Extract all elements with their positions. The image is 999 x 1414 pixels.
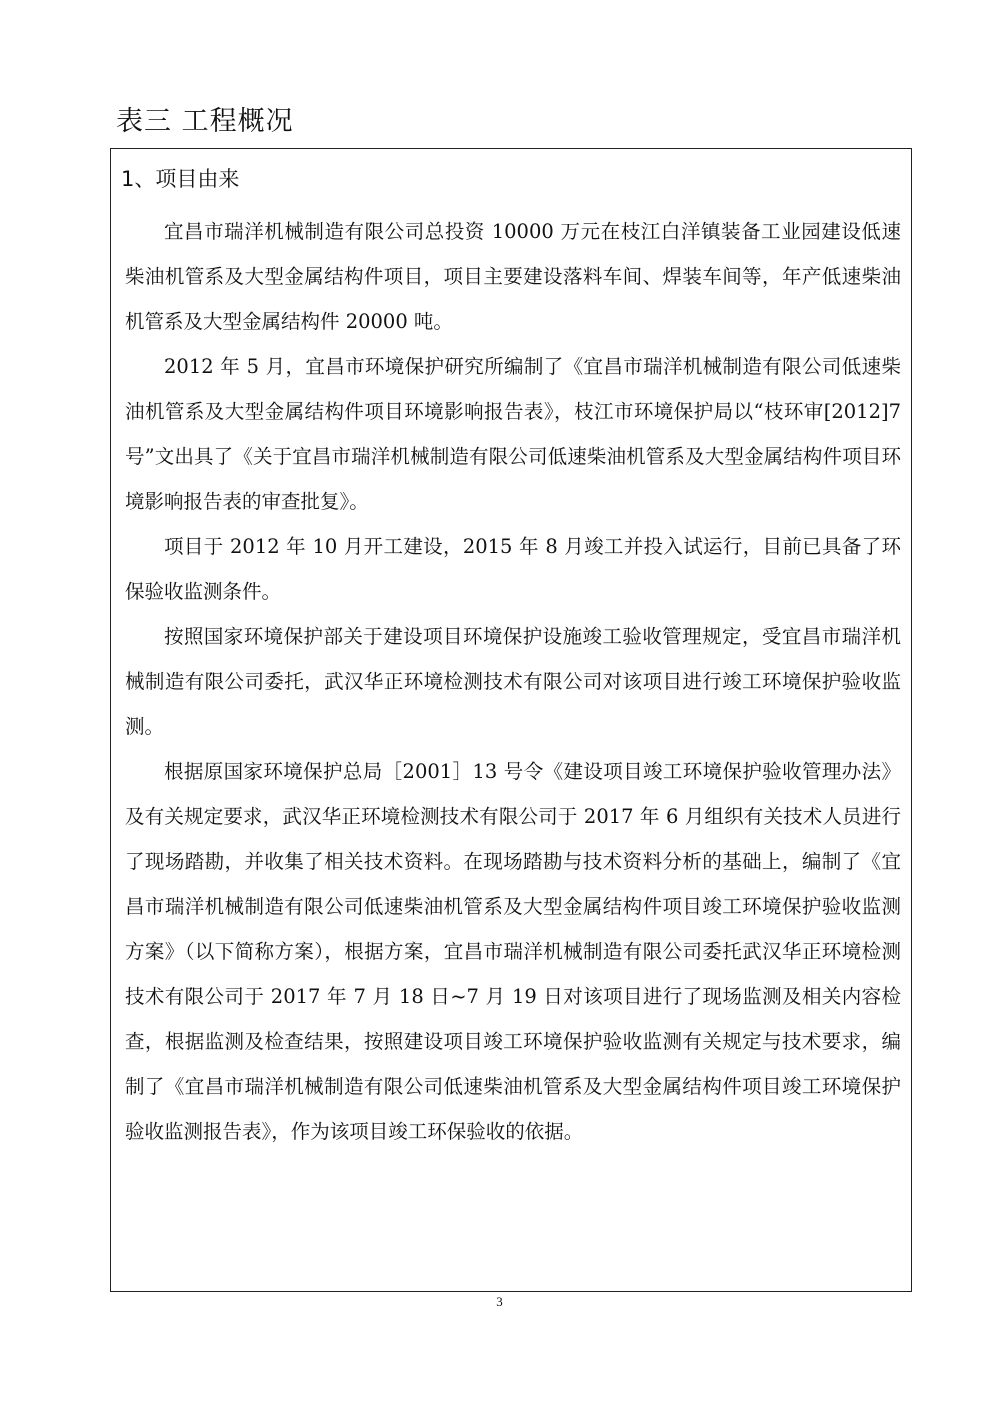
paragraph-commission: 按照国家环境保护部关于建设项目环境保护设施竣工验收管理规定，受宜昌市瑞洋机械制造有限公司委托，武汉华正环境检测技术有限公司对该项目进行竣工环境保护验收监测。 <box>125 625 901 738</box>
paragraph-eia-report: 2012 年 5 月，宜昌市环境保护研究所编制了《宜昌市瑞洋机械制造有限公司低速柴油机管系及大型金属结构件项目环境影响报告表》，枝江市环境保护局以“枝环审[2012]7 号”文出具了《关于宜昌市瑞洋机械制造有限公司低速柴油机管系及大型金属结构件项目环境影响报告表的审查批复》。 <box>125 355 901 513</box>
section-title: 1、项目由来 <box>121 167 240 191</box>
paragraph-monitoring-basis: 根据原国家环境保护总局［2001］13 号令《建设项目竣工环境保护验收管理办法》及有关规定要求，武汉华正环境检测技术有限公司于 2017 年 6 月组织有关技术人员进行了现场踏勘，并收集了相关技术资料。在现场踏勘与技术资料分析的基础上，编制了《宜昌市瑞洋机械制造有限公司低速柴油机管系及大型金属结构件项目竣工环境保护验收监测方案》（以下简称方案），根据方案，宜昌市瑞洋机械制造有限公司委托武汉华正环境检测技术有限公司于 2017 年 7 月 18 日~7 月 19 日对该项目进行了现场监测及相关内容检查，根据监测及检查结果，按照建设项目竣工环境保护验收监测有关规定与技术要求，编制了《宜昌市瑞洋机械制造有限公司低速柴油机管系及大型金属结构件项目竣工环境保护验收监测报告表》，作为该项目竣工环保验收的依据。 <box>125 760 901 1143</box>
paragraph-construction-timeline: 项目于 2012 年 10 月开工建设，2015 年 8 月竣工并投入试运行，目前已具备了环保验收监测条件。 <box>125 535 901 603</box>
page-heading: 表三 工程概况 <box>116 106 294 137</box>
section-body <box>125 209 901 1154</box>
content-table-box <box>110 148 912 1292</box>
paragraph-project-investment: 宜昌市瑞洋机械制造有限公司总投资 10000 万元在枝江白洋镇装备工业园建设低速柴油机管系及大型金属结构件项目，项目主要建设落料车间、焊装车间等，年产低速柴油机管系及大型金属结构件 20000 吨。 <box>125 220 901 333</box>
page-number: 3 <box>496 1294 503 1309</box>
